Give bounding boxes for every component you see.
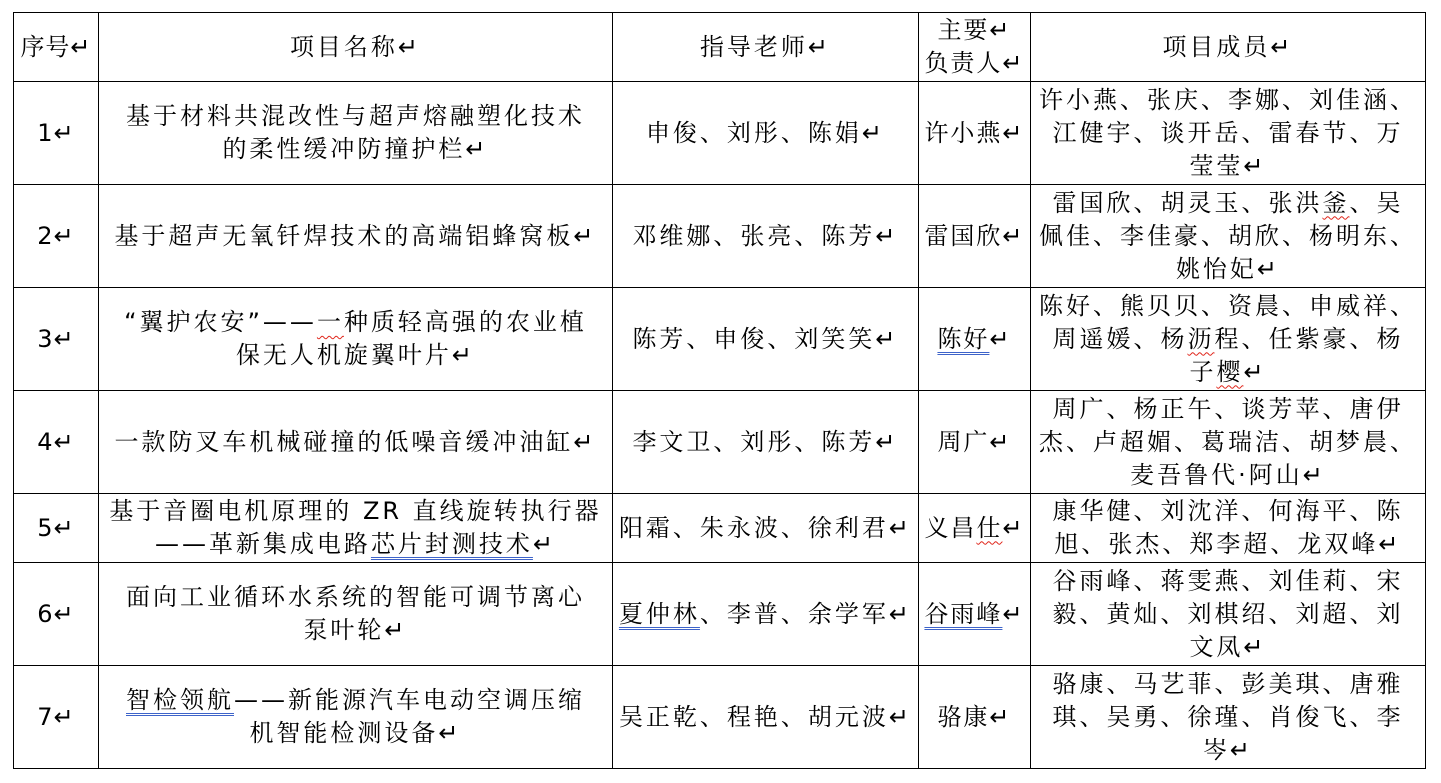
table-row	[14, 185, 1426, 288]
cell-text: 周广、杨正午、谈芳苹、唐伊	[1052, 394, 1404, 423]
cell-line	[1035, 701, 1421, 734]
cell-text: 程、任紫豪、杨	[1214, 324, 1404, 353]
cell-line	[921, 426, 1028, 459]
cell-line	[18, 220, 94, 253]
cell-text: 子	[1189, 357, 1217, 386]
cell-index[interactable]	[14, 82, 99, 185]
cell-text: 泵叶轮↵	[303, 616, 408, 644]
cell-text: 序号↵	[20, 32, 92, 61]
cell-line	[617, 31, 914, 64]
cell-text: 基于材料共混改性与超声熔融塑化技术	[126, 102, 585, 130]
cell-text: 指导老师↵	[699, 32, 832, 61]
cell-text: 陈好、熊贝贝、资晨、申威祥、	[1039, 291, 1417, 320]
cell-text: 雷国欣、胡灵玉、张洪	[1052, 188, 1323, 217]
cell-line	[921, 701, 1028, 734]
cell-line	[1035, 393, 1421, 426]
cell-text: 保无人机旋翼叶片↵	[235, 341, 476, 369]
grammar-flagged-text: 夏仲林	[618, 599, 700, 628]
header-cell-index[interactable]	[14, 13, 99, 82]
cell-line	[18, 323, 94, 356]
cell-text: 许小燕、张庆、李娜、刘佳涵、	[1039, 85, 1417, 114]
cell-text: 骆康↵	[937, 702, 1012, 731]
cell-text: 周遥媛、杨	[1052, 324, 1188, 353]
cell-line	[617, 598, 914, 631]
cell-text: 陈芳、申俊、刘笑笑↵	[632, 324, 899, 353]
cell-line	[617, 323, 914, 356]
cell-text: 一款防叉车机械碰撞的低噪音缓冲油缸↵	[114, 427, 597, 456]
cell-line	[18, 701, 94, 734]
cell-text: 雷国欣↵	[924, 221, 1025, 250]
table-row	[14, 82, 1426, 185]
cell-members[interactable]	[1031, 82, 1426, 185]
cell-line	[1035, 734, 1421, 767]
cell-line	[1035, 290, 1421, 323]
cell-line	[1035, 631, 1421, 664]
cell-members[interactable]	[1031, 288, 1426, 391]
cell-text: 毅、黄灿、刘棋绍、刘超、刘	[1052, 599, 1404, 628]
cell-text: 主要↵	[937, 16, 1012, 44]
cell-advisors[interactable]	[613, 494, 919, 563]
cell-line	[617, 701, 914, 734]
spelling-flagged-text: 仕	[976, 513, 1003, 542]
cell-leader[interactable]	[919, 494, 1031, 563]
table-body	[14, 82, 1426, 769]
cell-project-name[interactable]	[99, 82, 613, 185]
cell-line	[1035, 668, 1421, 701]
cell-text: ↵	[532, 530, 557, 558]
cell-line	[617, 512, 914, 545]
cell-text: ——革新集成电路	[154, 530, 371, 558]
cell-text: 的柔性缓冲防撞护栏↵	[222, 135, 489, 163]
cell-line	[1035, 84, 1421, 117]
cell-advisors[interactable]	[613, 666, 919, 769]
cell-project-name[interactable]	[99, 185, 613, 288]
cell-line	[103, 717, 608, 750]
cell-text: 麦吾鲁代·阿山↵	[1130, 460, 1326, 489]
cell-advisors[interactable]	[613, 82, 919, 185]
cell-line	[921, 220, 1028, 253]
cell-line	[1035, 150, 1421, 183]
table-row	[14, 494, 1426, 563]
cell-text: 阳霜、朱永波、徐利君↵	[618, 513, 913, 542]
cell-line	[1035, 253, 1421, 286]
cell-line	[103, 31, 608, 64]
cell-line	[103, 339, 608, 372]
cell-text: 周广↵	[937, 427, 1012, 456]
cell-text: 项目名称↵	[289, 32, 422, 61]
cell-text: 机智能检测设备↵	[249, 719, 462, 747]
cell-line	[103, 581, 608, 614]
cell-text: ↵	[1243, 357, 1267, 386]
cell-text: 康华健、刘沈洋、何海平、陈	[1052, 497, 1404, 525]
cell-text: 种质轻高强的农业植	[343, 308, 587, 336]
cell-index[interactable]	[14, 666, 99, 769]
cell-members[interactable]	[1031, 563, 1426, 666]
cell-text: 3↵	[37, 324, 75, 353]
cell-leader[interactable]	[919, 288, 1031, 391]
cell-text: 、吴	[1349, 188, 1404, 217]
cell-index[interactable]	[14, 185, 99, 288]
cell-text: 骆康、马艺菲、彭美琪、唐雅	[1052, 669, 1404, 698]
cell-text: 7↵	[37, 702, 75, 731]
cell-advisors[interactable]	[613, 185, 919, 288]
cell-text: 佩佳、李佳豪、胡欣、杨明东、	[1039, 221, 1417, 250]
cell-line	[1035, 528, 1421, 561]
cell-text: ↵	[1002, 513, 1025, 542]
cell-project-name[interactable]	[99, 391, 613, 494]
header-cell-members[interactable]	[1031, 13, 1426, 82]
cell-line	[921, 323, 1028, 356]
cell-line	[103, 133, 608, 166]
cell-members[interactable]	[1031, 666, 1426, 769]
cell-line	[921, 117, 1028, 150]
cell-text: 基于音圈电机原理的 ZR 直线旋转执行器	[109, 497, 602, 525]
cell-line	[103, 426, 608, 459]
cell-line	[1035, 187, 1421, 220]
cell-line	[1035, 459, 1421, 492]
project-table	[13, 12, 1426, 769]
cell-line	[921, 598, 1028, 631]
table-row	[14, 666, 1426, 769]
cell-text: “翼护农安”——	[124, 308, 317, 336]
table-row	[14, 391, 1426, 494]
cell-text: 谷雨峰、蒋雯燕、刘佳莉、宋	[1052, 566, 1404, 595]
cell-text: 姚怡妃↵	[1175, 254, 1281, 283]
cell-members[interactable]	[1031, 391, 1426, 494]
cell-text: 文凤↵	[1189, 632, 1267, 661]
table-row	[14, 563, 1426, 666]
cell-text: 5↵	[37, 513, 75, 542]
spelling-flagged-text: 樱	[1216, 357, 1244, 386]
header-cell-project-name[interactable]	[99, 13, 613, 82]
cell-line	[18, 31, 94, 64]
cell-advisors[interactable]	[613, 563, 919, 666]
cell-text: 旭、张杰、郑李超、龙双峰↵	[1054, 530, 1402, 558]
cell-text: 邓维娜、张亮、陈芳↵	[632, 221, 899, 250]
cell-line	[921, 47, 1028, 80]
cell-text: 申俊、刘彤、陈娟↵	[645, 118, 886, 147]
cell-index[interactable]	[14, 494, 99, 563]
cell-leader[interactable]	[919, 666, 1031, 769]
cell-text: 琪、吴勇、徐瑾、肖俊飞、李	[1052, 702, 1404, 731]
header-cell-advisors[interactable]	[613, 13, 919, 82]
cell-text: 4↵	[37, 427, 75, 456]
cell-advisors[interactable]	[613, 288, 919, 391]
cell-line	[1035, 117, 1421, 150]
cell-project-name[interactable]	[99, 666, 613, 769]
cell-index[interactable]	[14, 391, 99, 494]
cell-line	[1035, 323, 1421, 356]
grammar-flagged-text: 谷雨峰	[924, 599, 1003, 628]
cell-project-name[interactable]	[99, 288, 613, 391]
cell-line	[1035, 598, 1421, 631]
cell-line	[103, 100, 608, 133]
cell-leader[interactable]	[919, 82, 1031, 185]
cell-members[interactable]	[1031, 185, 1426, 288]
cell-line	[103, 528, 608, 561]
cell-index[interactable]	[14, 563, 99, 666]
grammar-flagged-text: 芯片封测技术	[370, 530, 533, 558]
cell-line	[103, 306, 608, 339]
cell-line	[18, 512, 94, 545]
cell-text: 负责人↵	[924, 49, 1025, 77]
table-header	[14, 13, 1426, 82]
table-header-row	[14, 13, 1426, 82]
cell-line	[1035, 495, 1421, 528]
cell-line	[921, 14, 1028, 47]
cell-line	[1035, 426, 1421, 459]
cell-text: 李文卫、刘彤、陈芳↵	[632, 427, 899, 456]
cell-text: ——新能源汽车电动空调压缩	[234, 686, 585, 714]
table-row	[14, 288, 1426, 391]
cell-line	[18, 598, 94, 631]
cell-line	[1035, 220, 1421, 253]
spelling-flagged-text: 釜	[1322, 188, 1350, 217]
cell-line	[1035, 356, 1421, 389]
cell-text: 2↵	[37, 221, 75, 250]
cell-text: 莹莹↵	[1189, 151, 1267, 180]
cell-project-name[interactable]	[99, 494, 613, 563]
spelling-flagged-text: 一	[316, 308, 344, 336]
cell-text: 江健宇、谈开岳、雷春节、万	[1052, 118, 1404, 147]
cell-line	[103, 614, 608, 647]
cell-project-name[interactable]	[99, 563, 613, 666]
cell-text: 义昌	[924, 513, 977, 542]
cell-text: 6↵	[37, 599, 75, 628]
cell-leader[interactable]	[919, 185, 1031, 288]
cell-leader[interactable]	[919, 391, 1031, 494]
cell-text: ↵	[989, 324, 1012, 353]
cell-line	[103, 495, 608, 528]
header-cell-leader[interactable]	[919, 13, 1031, 82]
cell-text: 基于超声无氧钎焊技术的高端铝蜂窝板↵	[114, 221, 597, 250]
cell-line	[18, 426, 94, 459]
grammar-flagged-text: 智检领航	[126, 686, 234, 714]
cell-line	[617, 426, 914, 459]
cell-text: 杰、卢超媚、葛瑞洁、胡梦晨、	[1039, 427, 1417, 456]
cell-line	[921, 512, 1028, 545]
cell-index[interactable]	[14, 288, 99, 391]
cell-text: 吴正乾、程艳、胡元波↵	[618, 702, 913, 731]
cell-text: ↵	[1002, 599, 1025, 628]
cell-line	[103, 220, 608, 253]
cell-line	[617, 220, 914, 253]
cell-members[interactable]	[1031, 494, 1426, 563]
cell-leader[interactable]	[919, 563, 1031, 666]
cell-text: 、李普、余学军↵	[699, 599, 913, 628]
cell-text: 许小燕↵	[924, 118, 1025, 147]
cell-text: 岑↵	[1202, 735, 1254, 764]
cell-line	[18, 117, 94, 150]
cell-line	[1035, 565, 1421, 598]
grammar-flagged-text: 陈好	[937, 324, 990, 353]
cell-line	[103, 684, 608, 717]
cell-line	[1035, 31, 1421, 64]
cell-text: 项目成员↵	[1162, 32, 1294, 61]
cell-text: 1↵	[37, 118, 75, 147]
cell-line	[617, 117, 914, 150]
cell-text: 面向工业循环水系统的智能可调节离心	[126, 583, 585, 611]
cell-advisors[interactable]	[613, 391, 919, 494]
spelling-flagged-text: 沥	[1187, 324, 1215, 353]
